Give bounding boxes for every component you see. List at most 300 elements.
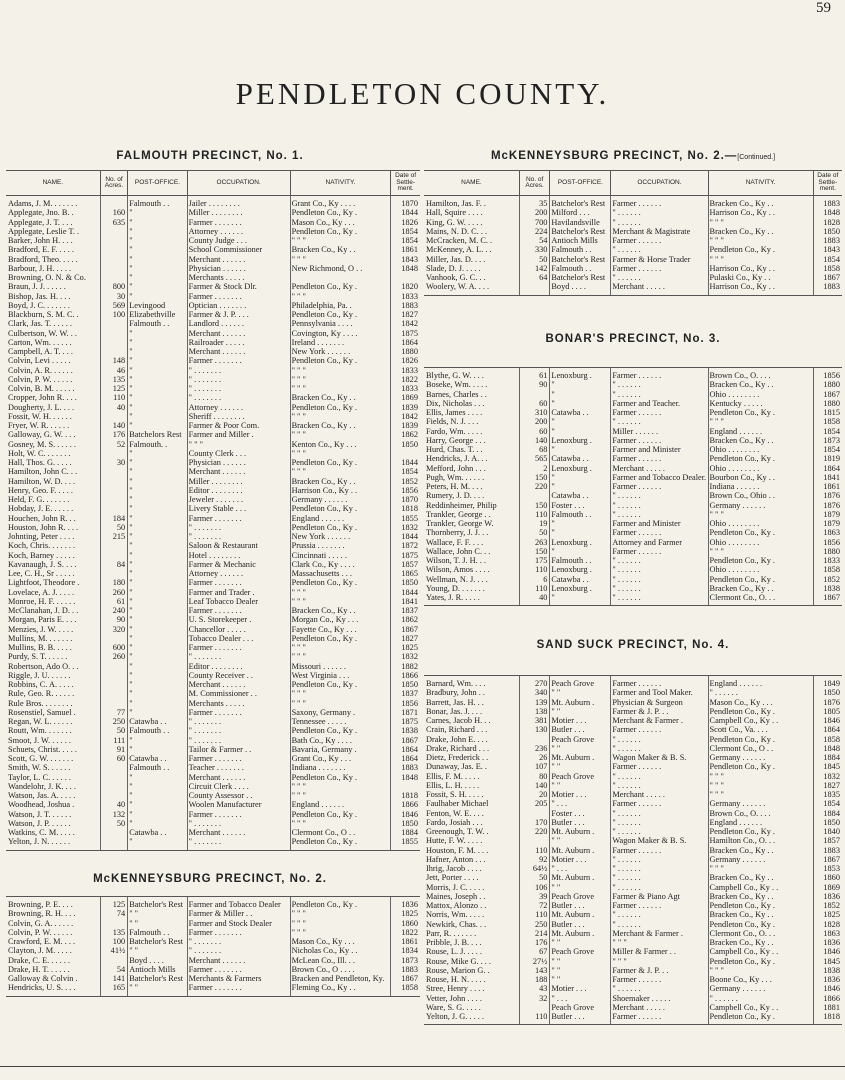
cell-occupation: Farmer . . . . . . <box>612 901 662 910</box>
cell-acres: 135 <box>112 927 126 937</box>
cell-settled: 1855 <box>401 837 418 847</box>
cell-occupation: Editor . . . . . . . . <box>188 485 243 495</box>
cell-occupation: Farmer . . . . . . . <box>188 578 242 588</box>
cell-name: Trankler, George . . <box>426 509 491 519</box>
table-row <box>6 412 420 421</box>
cell-acres <box>519 735 550 744</box>
cell-nativity: Ohio . . . . . . . . <box>709 445 760 454</box>
cell-post-office: " <box>129 328 133 338</box>
cell-occupation: Attorney and Farmer <box>612 537 682 547</box>
cell-acres <box>100 680 127 689</box>
cell-occupation: Farmer & J. P. . . . <box>188 310 249 319</box>
cell-post-office: Catawba . . <box>129 717 167 726</box>
cell-post-office: " <box>129 818 133 828</box>
cell-nativity: Brown Co., O. . . . <box>709 371 771 380</box>
cell-post-office: Boyd . . . . <box>551 282 586 292</box>
cell-settled: 1845 <box>823 762 840 772</box>
cell-name: Robbins, C. A. . . . . <box>8 680 74 689</box>
cell-nativity: Saxony, Germany . <box>291 707 356 717</box>
table-row <box>6 523 420 532</box>
cell-post-office: " <box>129 559 133 569</box>
cell-name: Scott, G. W. . . . . . . <box>8 754 74 763</box>
cell-acres: 32 <box>539 993 548 1003</box>
cell-occupation: " . . . . . . . <box>188 365 222 375</box>
cell-settled: 1866 <box>401 800 418 810</box>
cell-post-office: Motier . . . <box>551 716 587 725</box>
cell-name: Rosenstiel, Samuel . <box>8 707 76 717</box>
cell-settled: 1852 <box>823 901 840 910</box>
table-row <box>424 753 842 762</box>
cell-acres <box>100 227 127 236</box>
cell-nativity: Germany . . . . . . <box>709 500 766 510</box>
cell-acres <box>100 919 127 928</box>
cell-settled: 1836 <box>401 900 418 909</box>
cell-acres: 176 <box>112 430 126 440</box>
cell-occupation: " . . . . . . <box>612 873 641 883</box>
cell-nativity: England . . . . . . <box>709 679 763 688</box>
column-divider <box>708 676 709 1024</box>
table-row <box>424 707 842 716</box>
cell-name: Boseke, Wm. . . . . <box>426 380 488 390</box>
cell-acres: 100 <box>112 310 126 319</box>
cell-name: Browning, R. H. . . . <box>8 909 76 919</box>
table-row <box>6 551 420 560</box>
cell-settled: 1855 <box>401 513 418 523</box>
cell-post-office: " <box>129 495 133 504</box>
column-divider <box>610 676 611 1024</box>
cell-acres: 110 <box>535 1012 548 1021</box>
cell-acres: 180 <box>112 578 126 588</box>
table-row <box>424 790 842 799</box>
column-divider <box>100 897 101 996</box>
cell-name: Dougherty, J. L. . . . <box>8 402 75 412</box>
cell-acres: 240 <box>112 606 126 615</box>
cell-name: Hamilton, John C. . . <box>8 467 78 477</box>
table-row <box>6 458 420 467</box>
cell-name: Ihrig, Jacob . . . . <box>426 864 482 873</box>
cell-post-office: " <box>129 282 133 292</box>
cell-settled: 1850 <box>401 680 418 689</box>
cell-post-office: Falmouth . . <box>129 726 170 736</box>
cell-nativity: Mason Co., Ky . . . <box>709 697 773 707</box>
table-row <box>6 597 420 606</box>
cell-name: Kavanaugh, J. S. . . . <box>8 559 77 569</box>
cell-post-office: Falmouth . . <box>129 319 170 329</box>
table-row <box>424 445 842 454</box>
cell-post-office: " <box>129 707 133 717</box>
table-row <box>424 273 842 282</box>
cell-post-office: " " <box>129 946 139 956</box>
cell-name: Dix, Nicholas . . . <box>426 398 485 408</box>
table-header <box>6 171 420 196</box>
cell-settled: 1867 <box>823 389 840 399</box>
cell-name: Fossit, S. H. . . . . <box>426 790 484 799</box>
cell-name: Fryer, W. R. . . . . . <box>8 421 70 430</box>
cell-name: Routt, Wm. . . . . . . <box>8 726 72 736</box>
cell-post-office: Peach Grove <box>551 734 595 744</box>
cell-occupation: Farmer . . . . . . <box>612 725 662 735</box>
cell-occupation: " . . . . . . <box>612 208 641 218</box>
table-row <box>6 440 420 449</box>
cell-post-office: Butler . . . <box>551 1012 585 1021</box>
table-row <box>6 430 420 439</box>
cell-settled: 1870 <box>401 495 418 504</box>
cell-occupation: " . . . . . . <box>612 864 641 873</box>
column-divider <box>708 196 709 295</box>
table-row <box>6 680 420 689</box>
table-row <box>424 799 842 808</box>
cell-nativity: Pendleton Co., Ky . <box>291 402 358 412</box>
column-divider <box>813 676 814 1024</box>
cell-name: Bonar, Jas. J. . . . <box>426 706 483 716</box>
cell-occupation: Farmer and Minister <box>612 445 681 454</box>
cell-nativity: Grant Co., Ky . . . <box>291 754 352 763</box>
cell-occupation: Merchant & Farmer . <box>612 928 683 938</box>
cell-nativity: Prussia . . . . . . . <box>291 541 345 551</box>
cell-post-office: " <box>551 482 555 491</box>
cell-acres: 110 <box>535 910 548 920</box>
cell-post-office: Lenoxburg . <box>551 435 592 445</box>
cell-nativity: Mason Co., Ky . . . <box>291 937 355 946</box>
cell-name: Barbour, J. H. . . . . <box>8 263 72 273</box>
cell-settled: 1838 <box>823 965 840 975</box>
cell-nativity: Harrison Co., Ky . . <box>709 263 775 273</box>
cell-occupation: Merchant . . . . . . <box>188 828 246 837</box>
cell-nativity: Pendleton Co., Ky . <box>291 226 358 236</box>
table-row <box>6 560 420 569</box>
table-row <box>6 218 420 227</box>
cell-settled: 1850 <box>401 578 418 588</box>
cell-occupation: " . . . . . . <box>612 380 641 390</box>
cell-occupation: Farmer & Poor Com. <box>188 421 260 430</box>
cell-occupation: Attorney . . . . . . <box>188 226 244 236</box>
cell-occupation: Farmer and Stock Dealer <box>188 918 272 928</box>
header-occupation: OCCUPATION. <box>187 171 290 195</box>
cell-occupation: Merchants . . . . . <box>188 273 245 282</box>
cell-occupation: " . . . . . . <box>612 817 641 827</box>
cell-acres: 60 <box>116 754 126 763</box>
cell-occupation: " . . . . . . . <box>188 374 222 384</box>
cell-name: Regan, W. L. . . . . . <box>8 717 73 726</box>
cell-post-office: " " <box>551 956 561 966</box>
cell-occupation: Physician . . . . . . <box>188 458 246 467</box>
cell-name: Mefford, John . . . <box>426 463 486 473</box>
cell-acres: 40 <box>116 800 126 810</box>
table-mckenneysburg <box>6 896 420 997</box>
cell-settled: 1846 <box>823 984 840 994</box>
cell-post-office: " <box>129 291 133 301</box>
cell-post-office: " <box>129 513 133 523</box>
cell-nativity: Brown Co., Ohio . . <box>709 491 776 501</box>
cell-acres: 160 <box>112 208 126 218</box>
cell-nativity: Hamilton Co., O. . . <box>709 836 776 846</box>
cell-acres <box>100 264 127 273</box>
cell-nativity: " . . . . . . <box>709 688 738 698</box>
cell-nativity: Nicholas Co., Ky . . <box>291 946 358 956</box>
column-divider <box>549 676 550 1024</box>
cell-acres: 27½ <box>532 956 548 966</box>
cell-name: Colvin, A. R. . . . . . <box>8 365 73 375</box>
table-row <box>6 329 420 338</box>
cell-occupation: Landlord . . . . . . <box>188 319 244 329</box>
cell-settled <box>390 449 420 458</box>
cell-occupation: Miller . . . . . . . . <box>188 208 243 218</box>
table-falmouth <box>6 170 420 851</box>
cell-post-office: Lenoxburg . <box>551 537 592 547</box>
table-row <box>6 245 420 254</box>
cell-name: Schuets, Christ. . . . . <box>8 744 77 754</box>
cell-settled: 1876 <box>823 697 840 707</box>
cell-post-office: Mt. Auburn . <box>551 753 595 762</box>
cell-occupation: " . . . . . . <box>612 556 641 565</box>
cell-settled: 1856 <box>401 485 418 495</box>
cell-acres <box>100 477 127 486</box>
cell-post-office: Batchelor's Rest <box>129 974 184 983</box>
cell-name: Lovelace, A. J. . . . . <box>8 587 75 597</box>
cell-post-office: Falmouth . . <box>129 199 170 208</box>
cell-post-office: Butler . . . <box>551 725 585 735</box>
table-row <box>6 347 420 356</box>
cell-acres: 6 <box>543 574 548 584</box>
cell-settled: 1883 <box>823 282 840 292</box>
cell-nativity: Pendleton Co., Ky . <box>291 680 358 689</box>
cell-name: Dunaway, Jas. E. . <box>426 762 487 772</box>
cell-settled: 1839 <box>401 402 418 412</box>
cell-acres: 139 <box>534 697 548 707</box>
table-row <box>6 699 420 708</box>
cell-acres: 19 <box>539 519 548 528</box>
column-divider <box>813 368 814 605</box>
cell-settled: 1880 <box>401 347 418 356</box>
cell-post-office: " <box>129 652 133 662</box>
cell-nativity: Pendleton Co., Ky . <box>291 208 358 218</box>
cell-settled: 1863 <box>823 928 840 938</box>
cell-name: Morgan, Paris E. . . . <box>8 615 77 625</box>
cell-acres: 110 <box>113 393 126 403</box>
cell-nativity: Campbell Co., Ky . . <box>709 882 779 892</box>
cell-settled: 1838 <box>823 583 840 593</box>
cell-settled: 1848 <box>401 772 418 782</box>
cell-post-office: " <box>129 633 133 643</box>
cell-nativity: " " " <box>291 698 306 708</box>
cell-name: Johnting, Peter . . . . <box>8 532 75 541</box>
bottom-rule <box>0 1066 845 1067</box>
cell-nativity: Pendleton Co., Ky . <box>709 408 775 417</box>
cell-post-office: Peach Grove <box>551 771 595 781</box>
table-row <box>6 782 420 791</box>
cell-acres: 220 <box>534 482 548 491</box>
cell-acres: 263 <box>534 537 548 547</box>
cell-nativity: Bracken Co., Ky . . <box>291 245 356 255</box>
cell-nativity: Pendleton Co., Ky . <box>291 504 358 514</box>
cell-name: Norris, Wm. . . . . <box>426 910 485 920</box>
cell-occupation: Farmer & Horse Trader <box>612 254 691 264</box>
cell-nativity: Ohio . . . . . . . . <box>709 519 760 528</box>
cell-acres <box>100 689 127 698</box>
cell-acres: 215 <box>112 532 126 541</box>
table-row <box>424 994 842 1003</box>
table-row <box>424 510 842 519</box>
cell-nativity: Pendleton Co., Ky . <box>291 356 358 366</box>
cell-settled: 1883 <box>823 845 840 855</box>
cell-acres: 61 <box>539 371 548 380</box>
table-row <box>6 819 420 828</box>
cell-name: McKenney, A. L. . . <box>426 245 492 255</box>
table-row <box>6 273 420 282</box>
cell-nativity: England . . . . . . <box>291 800 345 810</box>
cell-acres: 142 <box>534 263 548 273</box>
cell-settled: 1884 <box>823 808 840 818</box>
cell-nativity: Clermont Co., O . . <box>291 828 356 837</box>
cell-nativity: Pendleton Co., Ky . <box>709 556 775 565</box>
cell-post-office: Antioch Mills <box>551 236 598 245</box>
column-divider <box>549 368 550 605</box>
cell-occupation: Merchant . . . . . <box>612 790 665 799</box>
cell-name: Crawford, E. M. . . . <box>8 937 76 946</box>
cell-acres <box>100 245 127 254</box>
cell-settled: 1880 <box>823 398 840 408</box>
cell-occupation: Merchant . . . . . <box>612 1002 665 1012</box>
table-row <box>424 975 842 984</box>
cell-name: Colvin, P. W. . . . . . <box>8 927 73 937</box>
cell-nativity: " " " <box>709 780 724 790</box>
cell-nativity: " " " <box>291 374 306 384</box>
table-row <box>6 956 420 965</box>
table-row <box>6 717 420 726</box>
cell-occupation: Merchant & Magistrate <box>612 226 691 236</box>
cell-post-office: " <box>129 226 133 236</box>
cell-acres <box>100 828 127 837</box>
cell-post-office: Milford . . . <box>551 208 590 218</box>
cell-settled: 1858 <box>823 417 840 427</box>
cell-post-office: " <box>129 744 133 754</box>
cell-settled: 1850 <box>401 818 418 828</box>
cell-settled: 1825 <box>401 643 418 652</box>
cell-nativity: Bracken Co., Ky . . <box>291 393 356 403</box>
cell-nativity: " " " <box>709 965 724 975</box>
cell-nativity: Massachusetts . . . <box>291 569 352 578</box>
cell-occupation: " . . . . . . <box>612 780 641 790</box>
cell-occupation: Farmer and Tobacco Dealer <box>188 900 281 909</box>
cell-name: Colvin, B. M. . . . . . <box>8 384 75 393</box>
cell-occupation: " . . . . . . <box>612 827 641 836</box>
cell-settled: 1873 <box>823 435 840 445</box>
cell-name: Applegate, J. T. . . . <box>8 217 73 227</box>
cell-post-office: Butler . . . <box>551 817 585 827</box>
cell-post-office: Batchelors Rest <box>129 430 182 440</box>
cell-settled <box>390 273 420 282</box>
table-row <box>424 482 842 491</box>
cell-name: Maines, Joseph . . <box>426 891 486 901</box>
cell-nativity: Clermont Co., O . . <box>709 743 774 753</box>
cell-settled: 1846 <box>823 716 840 725</box>
cell-settled: 1862 <box>401 615 418 625</box>
table-row <box>424 528 842 537</box>
cell-settled: 1839 <box>401 421 418 430</box>
cell-post-office: Lenoxburg . <box>551 371 592 380</box>
cell-nativity: Ireland . . . . . . . <box>291 337 345 347</box>
cell-occupation: " . . . . . . <box>612 509 641 519</box>
cell-nativity: Pendleton Co., Ky . <box>709 762 775 772</box>
cell-nativity: Pendleton Co., Ky . <box>709 956 775 966</box>
cell-settled: 1853 <box>823 864 840 873</box>
cell-name: Vetter, John . . . . <box>426 993 482 1003</box>
table-row <box>6 403 420 412</box>
cell-acres <box>100 773 127 782</box>
cell-occupation: Merchant . . . . . <box>612 282 665 292</box>
cell-acres: 260 <box>112 652 126 662</box>
cell-occupation: Shoemaker . . . . . <box>612 993 671 1003</box>
cell-acres: 50 <box>539 254 548 264</box>
column-divider <box>127 897 128 996</box>
table-row <box>6 625 420 634</box>
table-row <box>6 643 420 652</box>
cell-name: Blythe, G. W. . . . <box>426 371 484 380</box>
cell-post-office: Catawba . . <box>551 491 589 501</box>
cell-acres <box>100 329 127 338</box>
cell-nativity: " " " <box>291 430 306 440</box>
cell-acres: 140 <box>534 780 548 790</box>
cell-occupation: " . . . . . . . <box>188 393 222 403</box>
cell-name: Pugh, Wm. . . . . . <box>426 472 485 482</box>
cell-post-office: Peach Grove <box>551 891 595 901</box>
table-row <box>6 532 420 541</box>
table-row <box>424 679 842 688</box>
cell-post-office: " <box>129 476 133 486</box>
cell-acres: 130 <box>534 725 548 735</box>
cell-acres <box>100 699 127 708</box>
cell-occupation: " . . . . . . . <box>188 726 222 736</box>
cell-occupation: Farmer . . . . . . <box>612 528 662 538</box>
cell-name: Wilson, Amos . . . . <box>426 565 490 575</box>
table-row <box>424 1012 842 1021</box>
cell-settled: 1825 <box>401 909 418 919</box>
cell-occupation: " . . . . . . <box>612 583 641 593</box>
cell-settled: 1867 <box>823 854 840 864</box>
column-divider <box>519 676 520 1024</box>
table-row <box>6 652 420 661</box>
cell-occupation: Attorney . . . . . . <box>188 402 244 412</box>
cell-name: Vanhook, G. C. . . <box>426 273 486 282</box>
cell-nativity: Pendleton Co., Ky . <box>709 734 775 744</box>
cell-settled: 1869 <box>401 393 418 403</box>
cell-nativity: " " " <box>291 291 306 301</box>
cell-occupation: Farmer and Minister <box>612 519 681 528</box>
cell-nativity: Pendleton Co., Ky . <box>291 633 358 643</box>
cell-post-office: " <box>129 356 133 366</box>
cell-name: Newkirk, Chas. . . <box>426 919 487 929</box>
cell-occupation: Livery Stable . . . <box>188 504 247 514</box>
cell-settled: 1846 <box>823 947 840 957</box>
cell-name: Galloway & Colvin . <box>8 974 78 983</box>
cell-post-office: " <box>129 689 133 699</box>
table-row <box>6 726 420 735</box>
cell-settled: 1883 <box>823 199 840 208</box>
cell-acres <box>100 467 127 476</box>
cell-post-office: " <box>129 615 133 625</box>
cell-occupation: " . . . . . . . <box>188 717 222 726</box>
cell-settled: 1860 <box>823 873 840 883</box>
cell-name: Rouse, L. J. . . . . <box>426 947 483 957</box>
cell-acres: 68 <box>539 445 548 454</box>
cell-nativity: Clark Co., Ky . . . . <box>291 559 355 569</box>
cell-settled: 1864 <box>401 744 418 754</box>
cell-settled: 1818 <box>401 791 418 800</box>
cell-occupation: Circuit Clerk . . . . <box>188 781 249 791</box>
cell-settled: 1858 <box>401 983 418 993</box>
cell-nativity: Brown Co., O . . . . <box>291 964 355 974</box>
header-name: NAME. <box>42 178 64 186</box>
